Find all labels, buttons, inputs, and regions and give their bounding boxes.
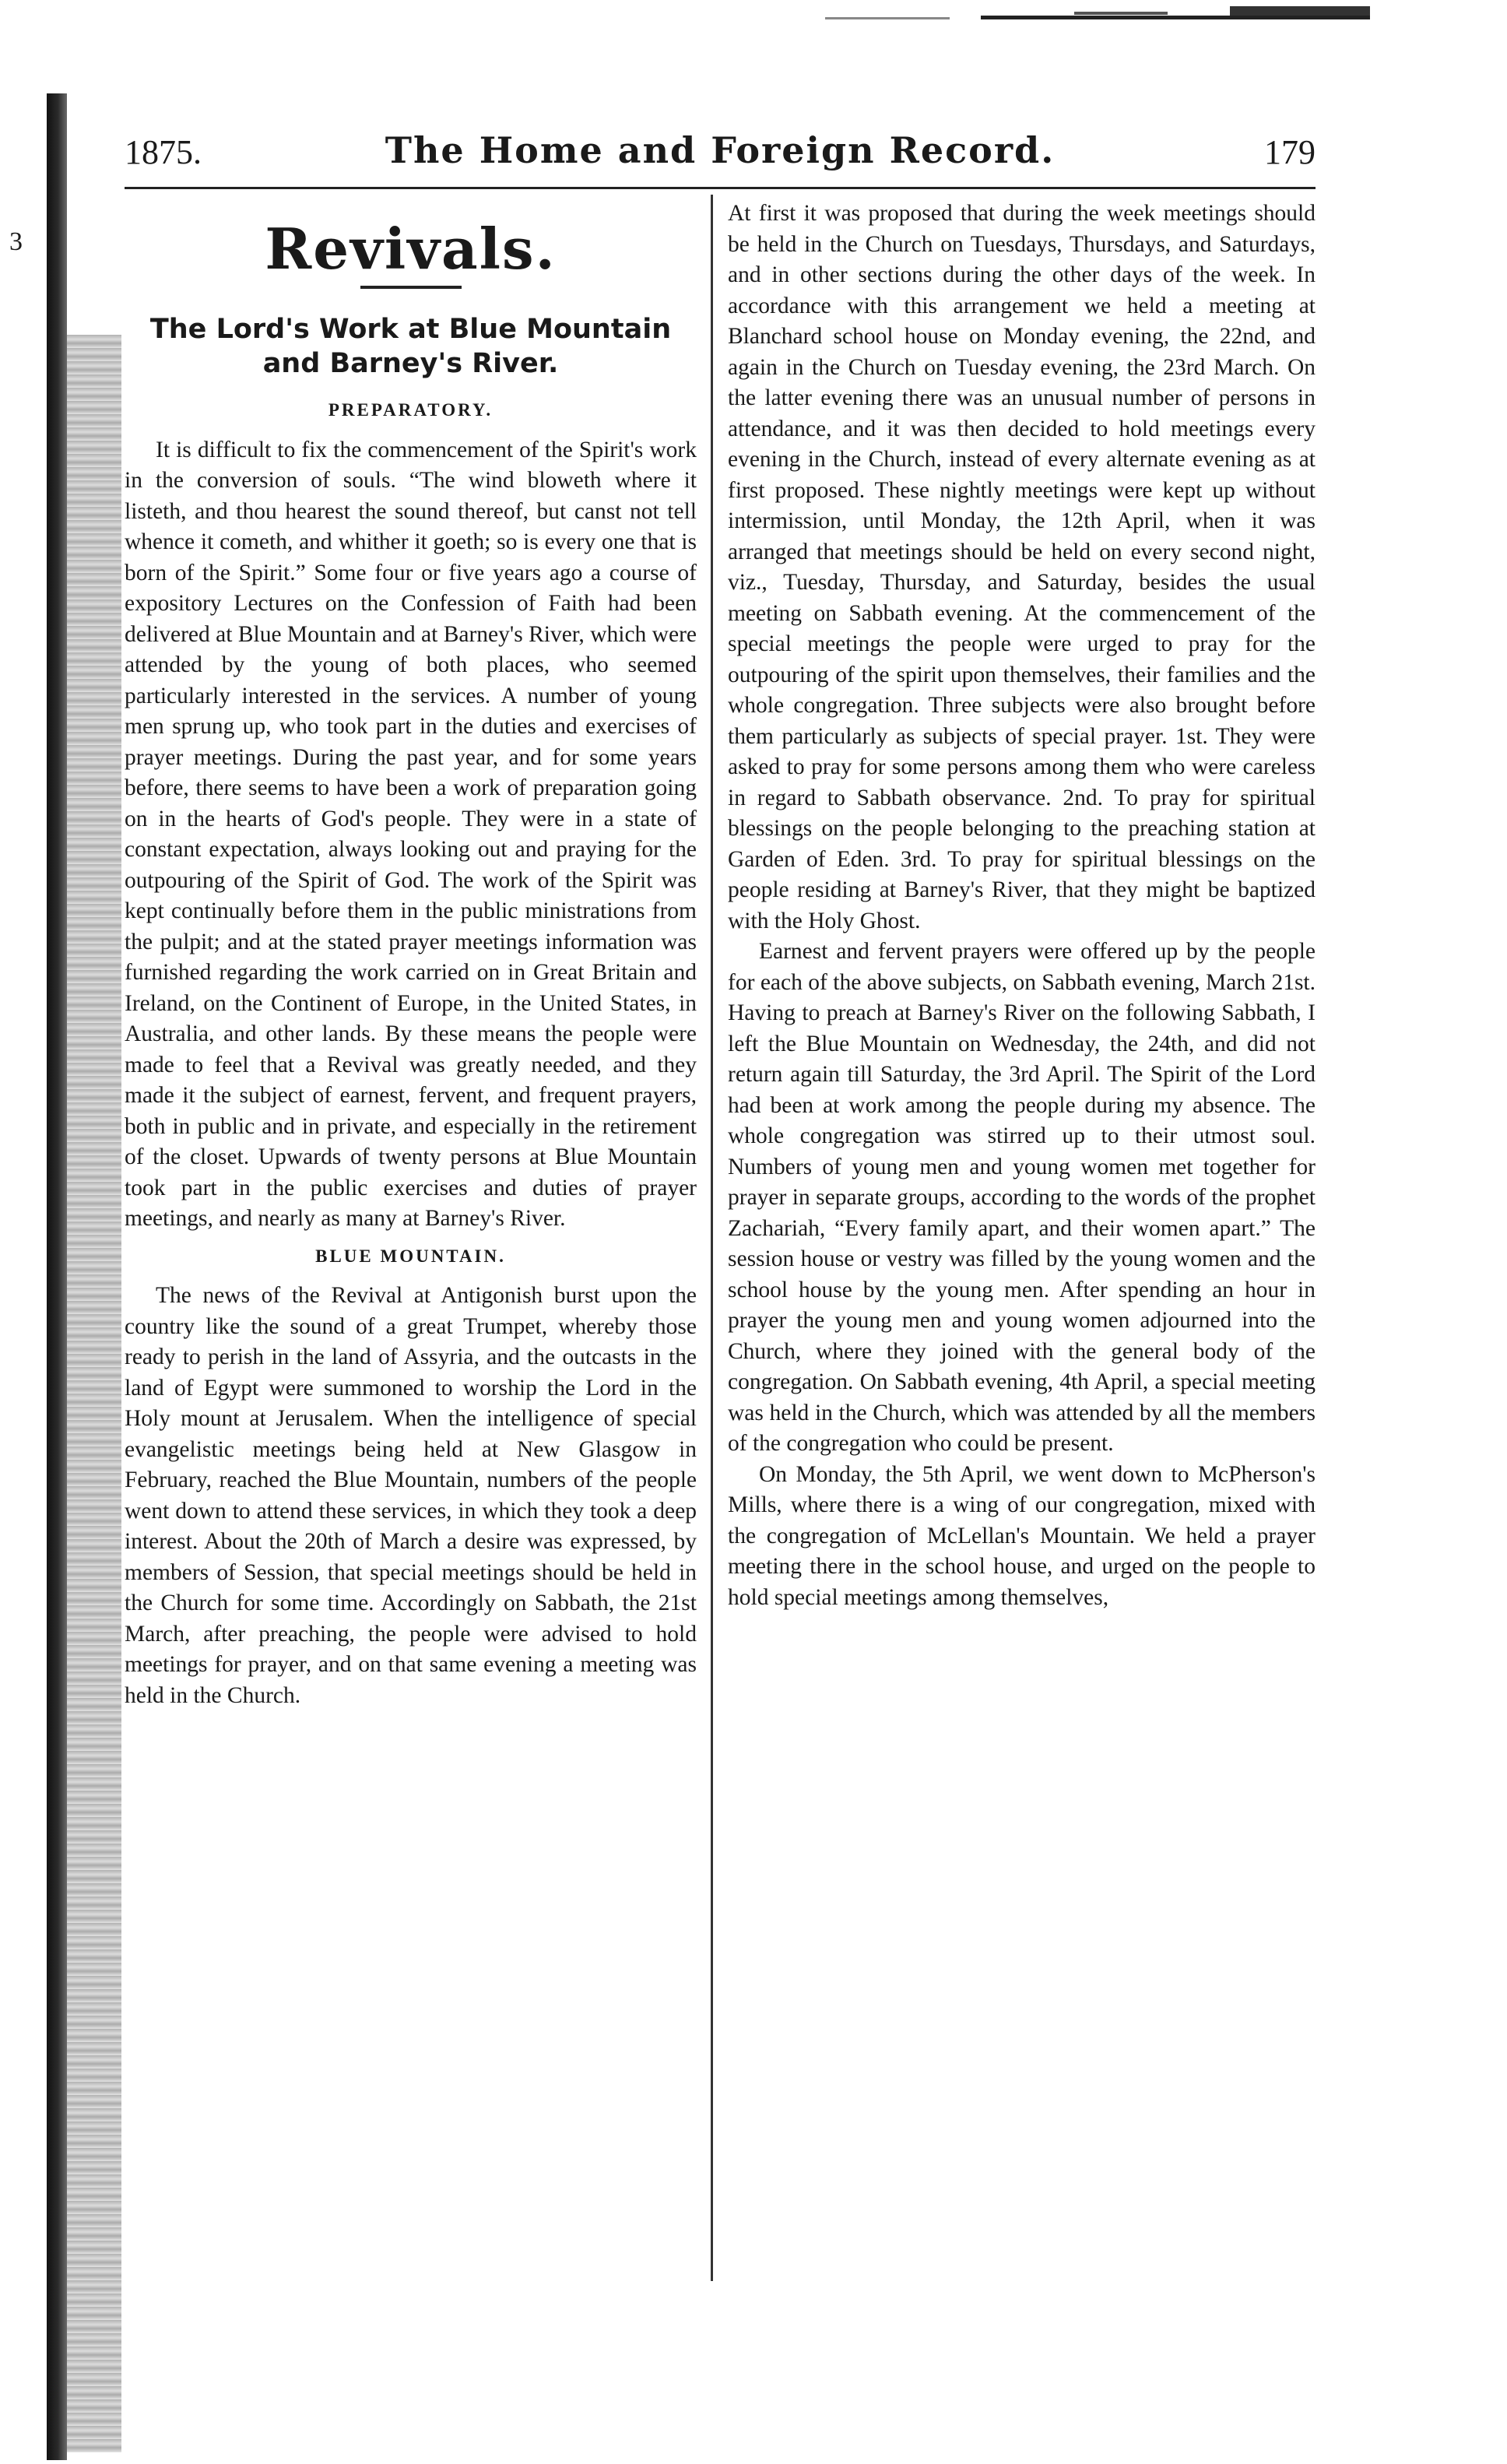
column-divider xyxy=(711,195,713,2281)
header-year: 1875. xyxy=(125,133,202,171)
section-title: Revivals. xyxy=(265,216,557,282)
article-title: The Lord's Work at Blue Mountain and Barney's River. xyxy=(149,314,672,379)
margin-mark: 3 xyxy=(9,227,23,256)
subhead-preparatory: PREPARATORY. xyxy=(328,400,494,420)
header-title: The Home and Foreign Record. xyxy=(385,129,1056,171)
section-title-rule xyxy=(360,286,462,289)
paragraph-preparatory: It is difficult to fix the commencement of the Spirit's work in the conversion of souls. “The wind bloweth where it listeth, and thou hearest the sound thereof, but canst not tell whence it cometh, and whither it goeth; so is every one that is born of the Spirit.” Some four or five years ago a course of expository Lectures on the Confession of Faith had been delivered at Blue Mountain and at Barney's River, which were attended by the young of both places, who seemed particularly interested in the services. A number of young men sprung up, who took part in the duties and exercises of prayer meetings. During the past year, and for some years before, there seems to have been a work of preparation going on in the hearts of God's people. They were in a state of constant expectation, always looking out and praying for the outpouring of the Spirit of God. The work of the Spirit was kept continually before them in the public ministrations from the pulpit; and at the stated prayer meetings information was furnished regarding the work carried on in Great Britain and Ireland, on the Continent of Europe, in the United States, in Australia, and other lands. By these means the people were made to feel that a Revival was greatly needed, and they made it the subject of earnest, fervent, and frequent prayers, both in public and in private, and especially in the retirement of the closet. Upwards of twenty persons at Blue Mountain took part in the public exercises and duties of prayer meetings, and nearly as many at Barney's River. xyxy=(125,437,697,1231)
paragraph-blue-mountain: The news of the Revival at Antigonish burst upon the country like the sound of a great Trumpet, whereby those ready to perish in the land of Assyria, and the outcasts in the land of Egypt were summoned to worship the Lord in the Holy mount at Jerusalem. When the intelligence of special evangelistic meetings being held at New Glasgow in February, reached the Blue Mountain, numbers of the people went down to attend these services, in which they took a deep interest. About the 20th of March a desire was expressed, by members of Session, that special meetings should be held in the Church for some time. Accordingly on Sabbath, the 21st March, after preaching, the people were advised to hold meetings for prayer, and on that same evening a meeting was held in the Church. xyxy=(125,1283,697,1708)
subhead-blue-mountain: BLUE MOUNTAIN. xyxy=(315,1246,506,1266)
paragraph-right-3: On Monday, the 5th April, we went down to McPherson's Mills, where there is a wing of our congregation, mixed with the congregation of McLellan's Mountain. We held a prayer meeting there in the school house, and urged on the people to hold special meetings among themselves, xyxy=(728,1461,1316,1610)
header-page-number: 179 xyxy=(1264,133,1316,171)
left-column xyxy=(125,199,697,1711)
paragraph-right-2: Earnest and fervent prayers were offered up by the people for each of the above subjects, on Sabbath evening, March 21st. Having to preach at Barney's River on the following Sabbath, I left the Blue Mountain on Wednesday, the 24th, and did not return again till Saturday, the 3rd April. The Spirit of the Lord had been at work among the people during my absence. The whole congregation was stirred up to their utmost soul. Numbers of young men and young women met together for prayer in separate groups, according to the words of the prophet Zachariah, “Every family apart, and their women apart.” The session house or vestry was filled by the young women and the school house by the young men. After spending an hour in prayer the young men and young women adjourned into the Church, where they joined with the general body of the congregation. On Sabbath evening, 4th April, a special meeting was held in the Church, which was attended by all the members of the congregation who could be present. xyxy=(728,939,1316,1456)
header-rule xyxy=(125,187,1316,189)
right-column xyxy=(728,199,1316,1613)
scan-noise-top xyxy=(747,0,1370,22)
running-header xyxy=(125,129,1316,179)
scan-binding-edge xyxy=(67,335,121,2452)
paragraph-right-1: At first it was proposed that during the week meetings should be held in the Church on Tuesdays, Thursdays, and Saturdays, and in other sections during the other days of the week. In accordance with this arrangement we held a meeting at Blanchard school house on Monday evening, the 22nd, and again in the Church on Tuesday evening, the 23rd March. On the latter evening there was an unusual number of persons in attendance, and it was then decided to hold meetings every evening in the Church, instead of every alternate evening as at first proposed. These nightly meetings were kept up without intermission, until Monday, the 12th April, when it was arranged that meetings should be held on every second night, viz., Tuesday, Thursday, and Saturday, besides the usual meeting on Sabbath evening. At the commencement of the special meetings the people were urged to pray for the outpouring of the spirit upon themselves, their families and the whole congregation. Three subjects were also brought before them particularly as subjects of special prayer. 1st. They were asked to pray for some persons among them who were careless in regard to Sabbath observance. 2nd. To pray for spiritual blessings on the people belonging to the preaching station at Garden of Eden. 3rd. To pray for spiritual blessings on the people residing at Barney's River, that they might be baptized with the Holy Ghost. xyxy=(728,201,1316,933)
scan-binding-shadow xyxy=(47,93,67,2460)
